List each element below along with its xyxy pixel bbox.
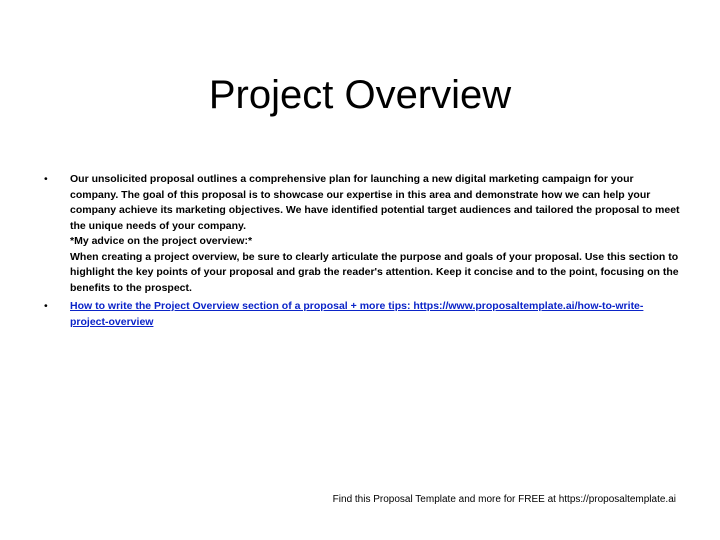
bullet-text: [70, 172, 680, 296]
bullet-list: [44, 172, 680, 333]
how-to-write-link[interactable]: How to write the Project Overview section of a proposal + more tips: https://www.proposaltemplate.ai/how-to-write-project-overview: [70, 300, 644, 328]
overview-paragraph: Our unsolicited proposal outlines a comprehensive plan for launching a new digital marketing campaign for your company. The goal of this proposal is to showcase our expertise in this area and demonstrate how we can help your company achieve its marketing objectives. We have identified potential target audiences and tailored the proposal to meet the unique needs of your company.: [70, 173, 680, 232]
bullet-text: [70, 299, 680, 330]
advice-paragraph: When creating a project overview, be sure to clearly articulate the purpose and goals of your proposal. Use this section to highlight the key points of your proposal and grab the reader's attention. Keep it concise and to the point, focusing on the benefits to the prospect.: [70, 250, 679, 294]
advice-heading: *My advice on the project overview:*: [70, 235, 253, 247]
bullet-item-overview: [44, 172, 680, 296]
bullet-item-link: [44, 299, 680, 330]
bullet-marker: •: [44, 300, 48, 312]
slide-title: Project Overview: [208, 72, 512, 117]
footer-note: Find this Proposal Template and more for FREE at https://proposaltemplate.ai: [332, 494, 676, 505]
bullet-marker: •: [44, 173, 48, 185]
